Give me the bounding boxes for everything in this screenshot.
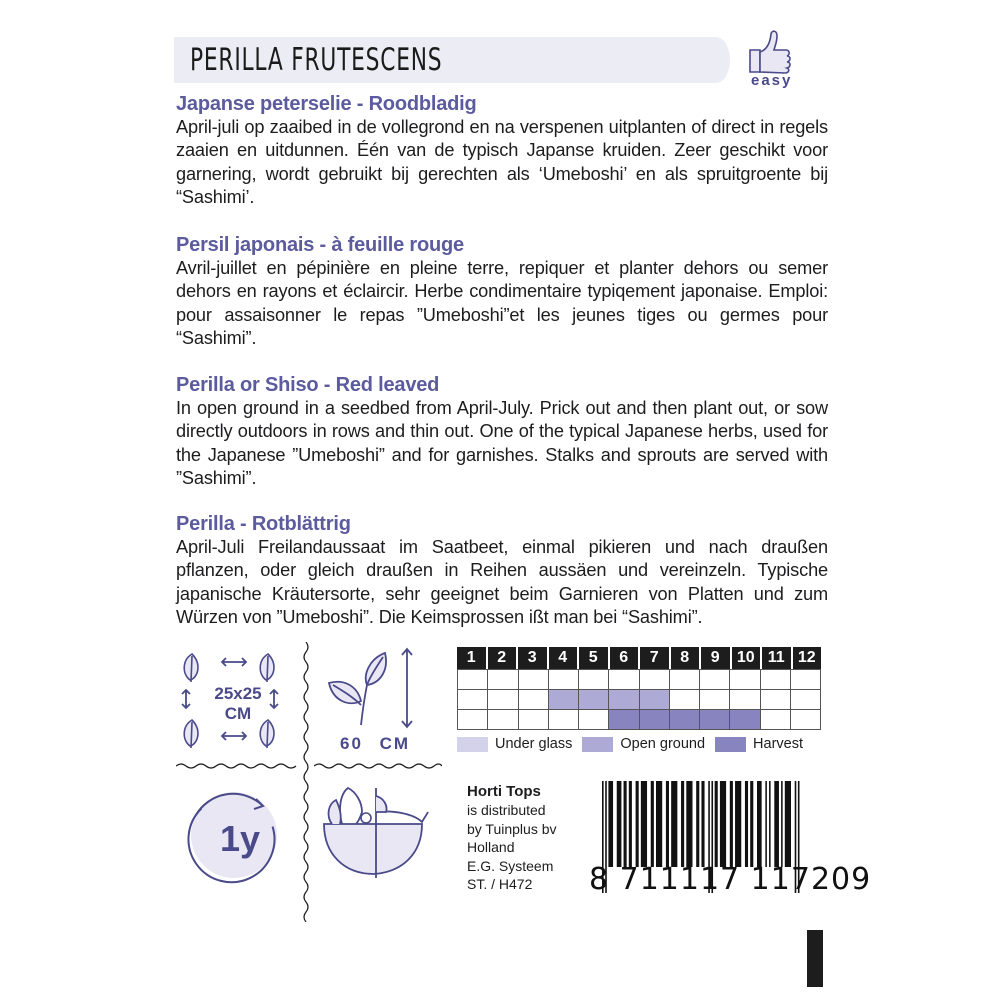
divider-horizontal: [176, 762, 298, 770]
calendar-cell: [791, 670, 821, 689]
month-3: 3: [518, 647, 549, 669]
calendar-cell: [700, 670, 730, 689]
calendar-cell: [488, 710, 518, 729]
distributor-info: Horti Tops is distributed by Tuinplus bv Holland E.G. Systeem ST. / H472: [467, 783, 557, 893]
calendar-cell: [457, 690, 488, 709]
month-5: 5: [579, 647, 610, 669]
section-german: [176, 512, 828, 629]
calendar-cell: [579, 670, 609, 689]
calendar-cell: [457, 710, 488, 729]
calendar-row-harvest: [457, 710, 821, 730]
calendar-cell: [609, 710, 639, 729]
calendar-cell: [730, 710, 760, 729]
month-10: 10: [732, 647, 763, 669]
calendar-cell: [609, 690, 639, 709]
section-body: April-juli op zaaibed in de vollegrond en na verspenen uitplanten of direct in regels zaaien en uitdunnen. Één van de typisch Japanse kruiden. Zeer geschikt voor garnering, wordt gebruikt bij gerechten als ‘Umeboshi’ en als spruitgroente bij “Sashimi’.: [176, 117, 828, 207]
calendar-cell: [579, 710, 609, 729]
section-heading: Persil japonais - à feuille rouge: [176, 234, 464, 256]
calendar-cell: [609, 670, 639, 689]
section-french: [176, 233, 828, 350]
calendar-cell: [670, 670, 700, 689]
species-title: PERILLA FRUTESCENS: [190, 42, 443, 78]
month-7: 7: [640, 647, 671, 669]
section-english: [176, 373, 828, 490]
title-bar: [174, 37, 730, 83]
month-11: 11: [762, 647, 793, 669]
legend-open-ground: Open ground: [582, 736, 705, 752]
salad-bowl-icon: [318, 782, 438, 882]
month-9: 9: [701, 647, 732, 669]
calendar-cell: [457, 670, 488, 689]
calendar-row-open-ground: [457, 690, 821, 710]
calendar-cell: [519, 670, 549, 689]
difficulty-label: easy: [751, 72, 793, 89]
spacing-label: 25x25 CM: [214, 684, 262, 723]
legend-swatch: [715, 737, 746, 752]
calendar-cell: [700, 710, 730, 729]
calendar-cell: [700, 690, 730, 709]
month-2: 2: [488, 647, 519, 669]
calendar-row-under-glass: [457, 670, 821, 690]
calendar-cell: [488, 690, 518, 709]
section-body: In open ground in a seedbed from April-July. Prick out and then plant out, or sow directly outdoors in rows and thin out. One of the typical Japanese herbs, used for the Japanese ”Umeboshi” and for garnishes. Stalks and sprouts are served with ”Sashimi”.: [176, 398, 828, 488]
height-label: 60 CM: [340, 734, 411, 753]
month-8: 8: [671, 647, 702, 669]
calendar-cell: [549, 670, 579, 689]
calendar-cell: [791, 690, 821, 709]
month-4: 4: [549, 647, 580, 669]
month-12: 12: [793, 647, 822, 669]
lifespan-label: 1y: [220, 818, 261, 859]
calendar-cell: [519, 710, 549, 729]
brand-name: Horti Tops: [467, 783, 541, 800]
divider-vertical: [302, 642, 310, 922]
section-heading: Perilla - Rotblättrig: [176, 513, 351, 535]
barcode-number: 8 711117 117209: [589, 862, 872, 897]
calendar-cell: [488, 670, 518, 689]
cut-mark: [807, 930, 823, 987]
calendar-legend: [457, 736, 813, 752]
sowing-calendar: [457, 647, 821, 730]
calendar-cell: [730, 670, 760, 689]
plant-height-icon: [325, 645, 425, 735]
calendar-cell: [549, 710, 579, 729]
calendar-cell: [730, 690, 760, 709]
legend-swatch: [582, 737, 613, 752]
calendar-cell: [761, 710, 791, 729]
divider-horizontal: [314, 762, 442, 770]
calendar-grid: [457, 669, 821, 730]
calendar-cell: [640, 710, 670, 729]
calendar-cell: [670, 690, 700, 709]
section-body: Avril-juillet en pépinière en pleine terre, repiquer et planter dehors ou semer dehors en rayons et éclaircir. Herbe condimentaire typiqement japonaise. Emploi: pour assaisonner le repas ”Umeboshi”et les jeunes tiges ou germes pour “Sashimi”.: [176, 258, 828, 348]
calendar-cell: [761, 690, 791, 709]
calendar-cell: [670, 710, 700, 729]
section-heading: Japanse peterselie - Roodbladig: [176, 93, 477, 115]
month-1: 1: [457, 647, 488, 669]
section-heading: Perilla or Shiso - Red leaved: [176, 374, 440, 396]
calendar-cell: [549, 690, 579, 709]
calendar-cell: [640, 690, 670, 709]
calendar-cell: [640, 670, 670, 689]
calendar-cell: [579, 690, 609, 709]
legend-swatch: [457, 737, 488, 752]
section-body: April-Juli Freilandaussaat im Saatbeet, einmal pikieren und nach draußen pflanzen, oder gleich draußen in Reihen aussäen und vereinzeln. Typische japanische Kräutersorte, sehr geeignet beim Garnieren von Platten und zum Würzen von ”Umeboshi”. Die Keimsprossen ißt man bei “Sashimi”.: [176, 537, 828, 627]
calendar-month-header: [457, 647, 821, 669]
calendar-cell: [519, 690, 549, 709]
calendar-cell: [761, 670, 791, 689]
legend-harvest: Harvest: [715, 736, 803, 752]
section-dutch: [176, 92, 828, 209]
month-6: 6: [610, 647, 641, 669]
legend-under-glass: Under glass: [457, 736, 572, 752]
calendar-cell: [791, 710, 821, 729]
